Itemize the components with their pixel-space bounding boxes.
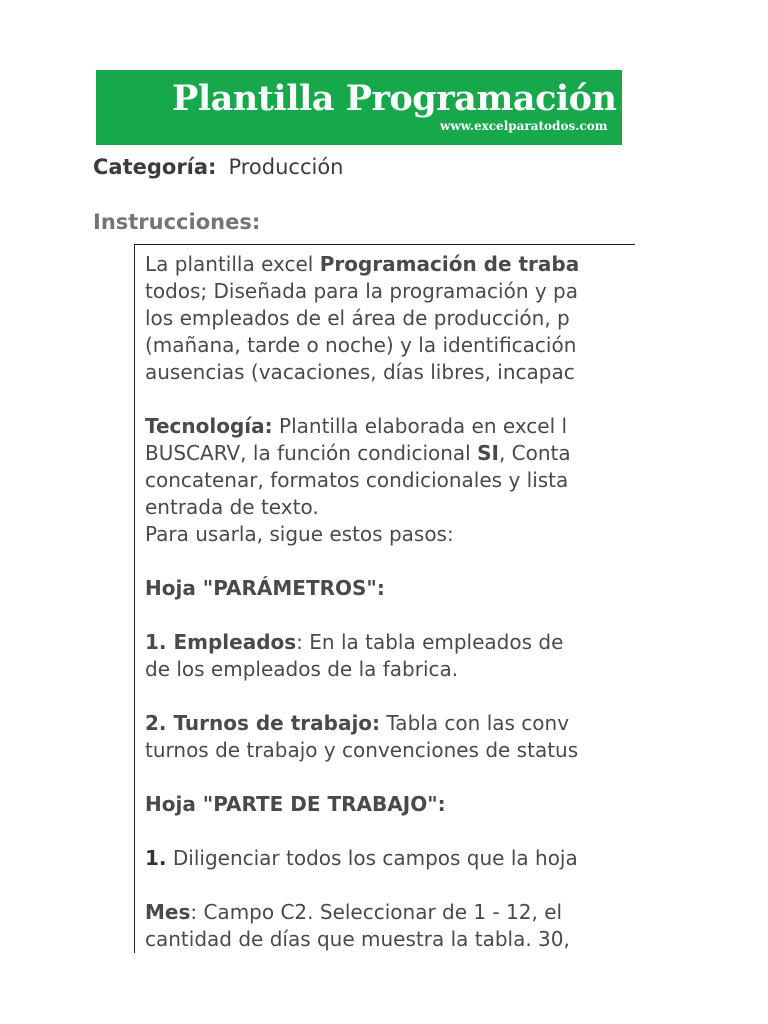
category-row	[93, 155, 344, 179]
text-line: concatenar, formatos condicionales y lista	[145, 468, 569, 492]
text-line: los empleados de el área de producción, p	[145, 306, 570, 330]
text-line	[145, 710, 579, 737]
instructions-text	[145, 251, 579, 953]
text-line: todos; Diseñada para la programación y pa	[145, 279, 578, 303]
bold-run: SI	[477, 441, 499, 465]
text-line: de los empleados de la fabrica.	[145, 657, 459, 681]
section-heading: Hoja "PARÁMETROS":	[145, 576, 385, 600]
blank-line	[145, 872, 579, 899]
text-line	[145, 251, 579, 278]
text-line: cantidad de días que muestra la tabla. 30,	[145, 927, 570, 951]
text-line	[145, 845, 579, 872]
text-line: ausencias (vacaciones, días libres, incapac	[145, 360, 575, 384]
blank-line	[145, 764, 579, 791]
text-line	[145, 440, 579, 467]
blank-line	[145, 683, 579, 710]
instructions-label: Instrucciones:	[93, 210, 261, 234]
text-line	[145, 413, 579, 440]
blank-line	[145, 818, 579, 845]
text-run: : Campo C2. Seleccionar de 1 - 12, el	[190, 900, 563, 924]
category-label: Categoría:	[93, 155, 217, 179]
banner-website: www.excelparatodos.com	[440, 119, 608, 133]
text-run: Diligenciar todos los campos que la hoja	[166, 846, 578, 870]
text-run: : En la tabla empleados de	[296, 630, 564, 654]
title-banner	[96, 70, 712, 145]
bold-run: 2. Turnos de trabajo:	[145, 711, 381, 735]
category-value: Producción	[228, 155, 344, 179]
blank-line	[145, 548, 579, 575]
text-run: Plantilla elaborada en excel l	[272, 414, 568, 438]
blank-line	[145, 386, 579, 413]
text-line: entrada de texto.	[145, 495, 319, 519]
text-line: turnos de trabajo y convenciones de status	[145, 738, 579, 762]
bold-run: 1. Empleados	[145, 630, 297, 654]
blank-line	[145, 602, 579, 629]
bold-run: 1.	[145, 846, 167, 870]
instructions-box	[134, 244, 635, 953]
text-line: (mañana, tarde o noche) y la identificación	[145, 333, 577, 357]
text-run: La plantilla excel	[145, 252, 320, 276]
text-run: , Conta	[498, 441, 571, 465]
bold-run: Tecnología:	[145, 414, 273, 438]
text-line	[145, 899, 579, 926]
text-run: BUSCARV, la función condicional	[145, 441, 478, 465]
text-line	[145, 629, 579, 656]
text-line: Para usarla, sigue estos pasos:	[145, 522, 454, 546]
bold-run: Programación de traba	[319, 252, 580, 276]
section-heading: Hoja "PARTE DE TRABAJO":	[145, 792, 446, 816]
text-run: Tabla con las conv	[380, 711, 570, 735]
banner-title: Plantilla Programación de T	[172, 78, 712, 119]
bold-run: Mes	[145, 900, 191, 924]
